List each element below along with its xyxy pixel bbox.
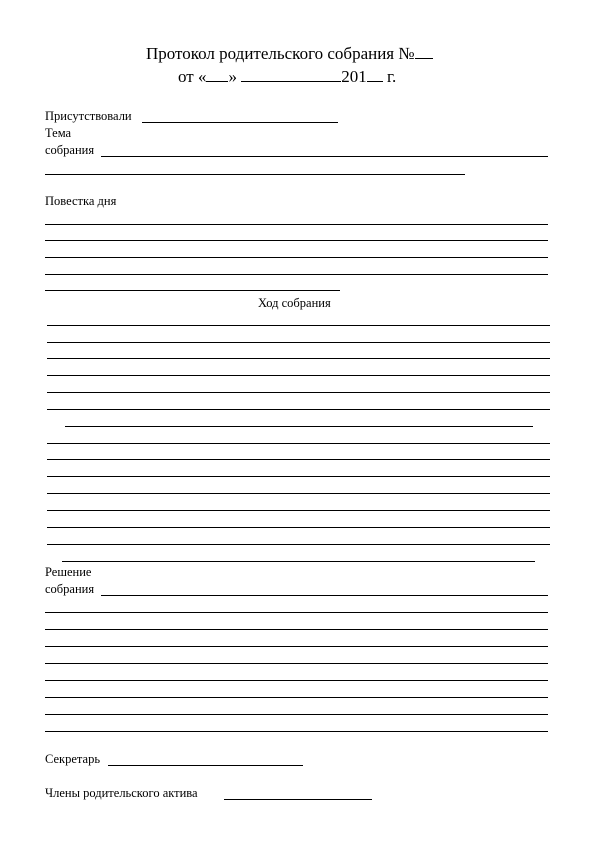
proceedings-line[interactable] <box>47 325 550 326</box>
proceedings-line[interactable] <box>47 358 550 359</box>
present-field[interactable] <box>142 122 338 123</box>
proceedings-line[interactable] <box>47 527 550 528</box>
title-text: Протокол родительского собрания № <box>146 44 415 63</box>
document-date <box>178 67 396 87</box>
date-mid: » <box>228 67 237 86</box>
committee-field[interactable] <box>224 799 372 800</box>
date-suffix: г. <box>386 67 397 86</box>
secretary-label: Секретарь <box>45 752 101 766</box>
committee-label: Члены родительского актива <box>45 786 198 800</box>
secretary-field[interactable] <box>108 765 303 766</box>
proceedings-line[interactable] <box>47 459 550 460</box>
decision-line[interactable] <box>45 680 548 681</box>
day-blank <box>206 80 228 82</box>
proceedings-line[interactable] <box>65 426 533 427</box>
agenda-line[interactable] <box>45 224 548 225</box>
present-label: Присутствовали <box>45 109 132 123</box>
agenda-line[interactable] <box>45 240 548 241</box>
decision-label-line2: собрания <box>45 582 95 596</box>
topic-label-line2: собрания <box>45 143 95 157</box>
proceedings-line[interactable] <box>47 375 550 376</box>
agenda-line[interactable] <box>45 290 340 291</box>
document-title <box>146 44 433 64</box>
topic-label-line1: Тема <box>45 126 72 140</box>
topic-field[interactable] <box>45 174 465 175</box>
decision-line[interactable] <box>45 697 548 698</box>
proceedings-line[interactable] <box>47 443 550 444</box>
agenda-label: Повестка дня <box>45 194 117 208</box>
number-blank <box>415 57 433 59</box>
year-blank <box>367 80 383 82</box>
decision-line[interactable] <box>45 629 548 630</box>
proceedings-line[interactable] <box>47 342 550 343</box>
decision-line[interactable] <box>45 646 548 647</box>
agenda-line[interactable] <box>45 274 548 275</box>
decision-field[interactable] <box>101 595 548 596</box>
decision-label-line1: Решение <box>45 565 92 579</box>
date-year: 201 <box>341 67 367 86</box>
month-blank <box>241 80 341 82</box>
decision-line[interactable] <box>45 714 548 715</box>
proceedings-line[interactable] <box>62 561 535 562</box>
proceedings-line[interactable] <box>47 409 550 410</box>
date-prefix: от « <box>178 67 207 86</box>
decision-line[interactable] <box>45 663 548 664</box>
proceedings-line[interactable] <box>47 493 550 494</box>
topic-field[interactable] <box>101 156 548 157</box>
decision-line[interactable] <box>45 731 548 732</box>
proceedings-line[interactable] <box>47 476 550 477</box>
proceedings-line[interactable] <box>47 510 550 511</box>
proceedings-heading: Ход собрания <box>258 296 331 310</box>
decision-line[interactable] <box>45 612 548 613</box>
proceedings-line[interactable] <box>47 392 550 393</box>
agenda-line[interactable] <box>45 257 548 258</box>
proceedings-line[interactable] <box>47 544 550 545</box>
